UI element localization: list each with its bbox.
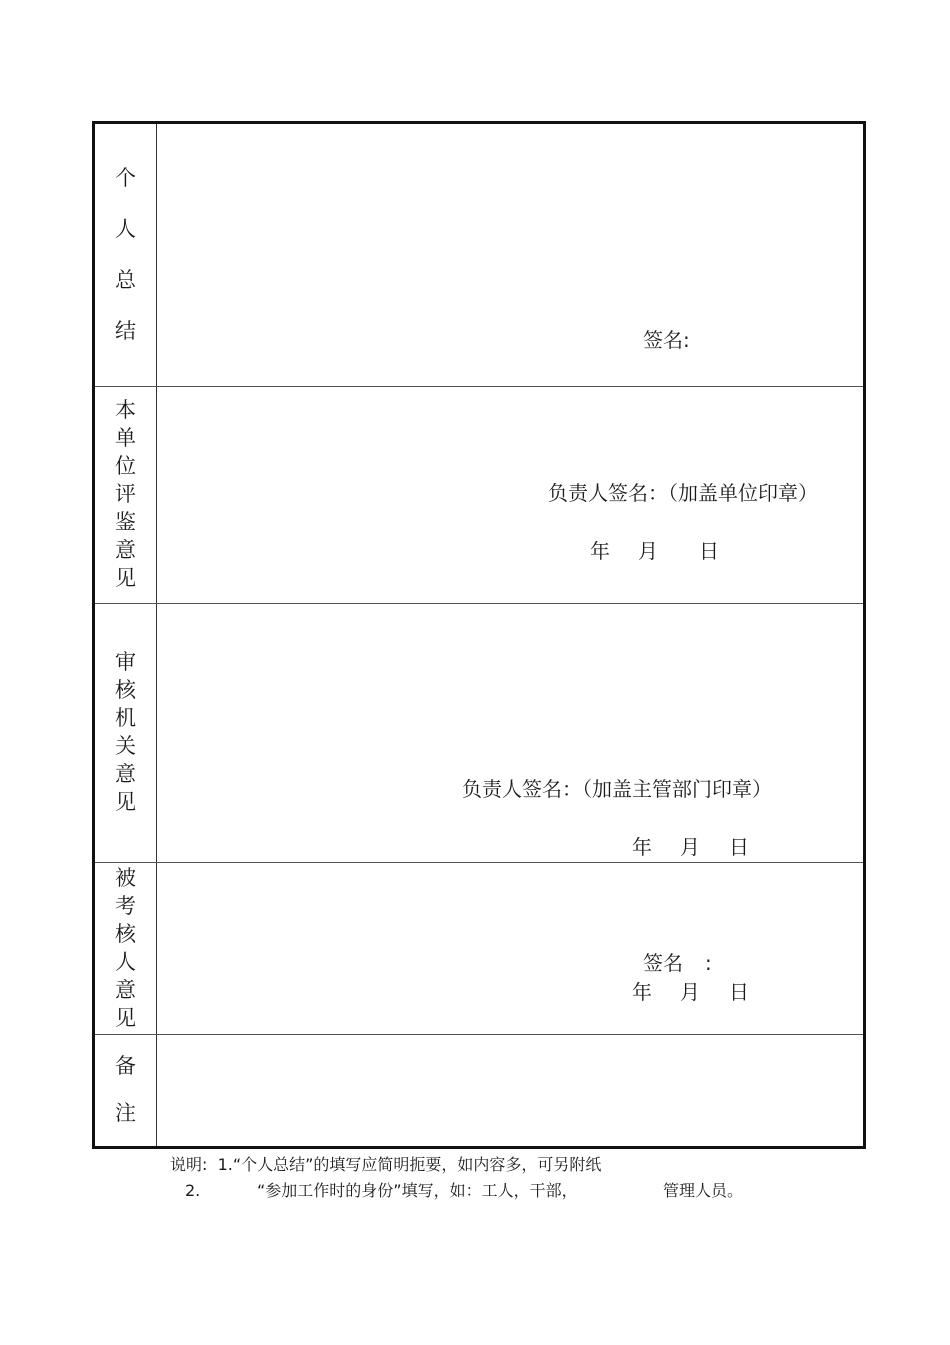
unit-evaluation-date-day: 日 (699, 539, 719, 563)
label-char: 核 (115, 678, 136, 702)
assessment-form-table (92, 121, 866, 1149)
label-remarks (95, 1034, 156, 1146)
label-char: 总 (115, 268, 136, 292)
unit-evaluation-date-year: 年 (590, 539, 610, 563)
note-line-2-text: “参加工作时的身份”填写，如：工人，干部， (257, 1181, 578, 1200)
label-char: 人 (115, 217, 136, 241)
review-authority-date-year: 年 (632, 835, 652, 859)
review-authority-date-month: 月 (680, 835, 700, 859)
note-line-2-tail: 管理人员。 (663, 1181, 744, 1200)
label-char: 位 (115, 454, 136, 478)
review-authority-date-day: 日 (729, 835, 749, 859)
label-char: 机 (115, 706, 136, 730)
assessee-signature-colon: : (705, 951, 712, 975)
label-char: 见 (115, 566, 136, 590)
label-char: 本 (115, 398, 136, 422)
label-char: 审 (115, 650, 136, 674)
label-unit-evaluation (95, 386, 156, 603)
note-line-2-number: 2. (185, 1181, 201, 1200)
row-divider-1 (95, 386, 863, 387)
assessee-date-month: 月 (680, 980, 700, 1004)
row-divider-4 (95, 1034, 863, 1035)
label-char: 鉴 (115, 510, 136, 534)
unit-evaluation-signature-label: 负责人签名：（加盖单位印章） (548, 481, 818, 505)
row-divider-3 (95, 862, 863, 863)
label-char: 核 (115, 921, 136, 946)
label-char: 个 (115, 166, 136, 190)
label-personal-summary (95, 124, 156, 386)
label-char: 关 (115, 734, 136, 758)
label-char: 单 (115, 426, 136, 450)
label-char: 评 (115, 482, 136, 506)
label-char: 意 (115, 977, 136, 1002)
row-divider-2 (95, 603, 863, 604)
label-char: 人 (115, 949, 136, 974)
label-char: 被 (115, 865, 136, 890)
label-char: 注 (115, 1101, 136, 1125)
label-column-divider (156, 124, 157, 1146)
assessee-date-year: 年 (632, 980, 652, 1004)
label-review-authority (95, 603, 156, 862)
assessee-date-day: 日 (729, 980, 749, 1004)
label-assessee-opinion (95, 862, 156, 1034)
label-char: 考 (115, 893, 136, 918)
note-line-1: 说明: 1.“个人总结”的填写应简明扼要，如内容多，可另附纸 (170, 1155, 602, 1174)
review-authority-signature-label: 负责人签名：（加盖主管部门印章） (462, 777, 772, 801)
label-char: 意 (115, 538, 136, 562)
label-char: 见 (115, 1005, 136, 1030)
label-char: 结 (115, 319, 136, 343)
label-char: 备 (115, 1054, 136, 1078)
assessee-signature-label: 签名 (643, 951, 683, 975)
unit-evaluation-date-month: 月 (638, 539, 658, 563)
personal-summary-signature-label: 签名: (643, 328, 690, 352)
label-char: 见 (115, 790, 136, 814)
label-char: 意 (115, 762, 136, 786)
